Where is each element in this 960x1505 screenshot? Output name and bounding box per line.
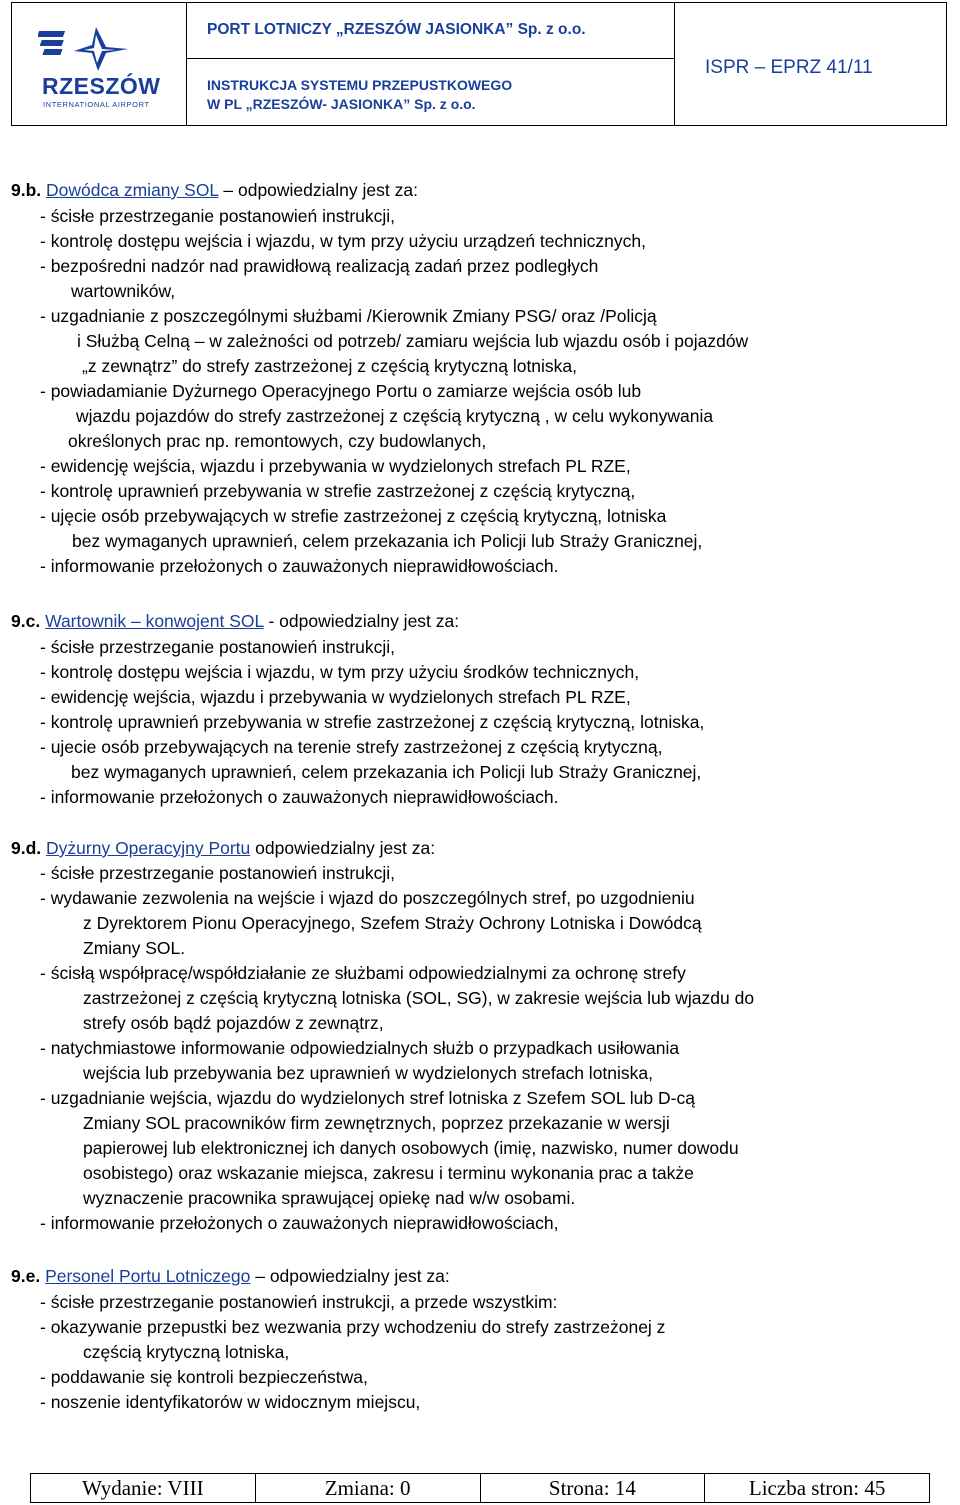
section-heading — [11, 1266, 450, 1286]
section-heading — [11, 611, 459, 631]
list-item: - uzgadnianie z poszczególnymi służbami /Kierownik Zmiany PSG/ oraz /Policją — [40, 306, 657, 326]
list-item-continuation: wejścia lub przebywania bez uprawnień w wydzielonych strefach lotniska, — [83, 1063, 654, 1083]
document-footer — [30, 1473, 930, 1503]
footer-change: Zmiana: 0 — [256, 1474, 481, 1502]
list-item: - powiadamianie Dyżurnego Operacyjnego Portu o zamiarze wejścia osób lub — [40, 381, 642, 401]
list-item: - ścisłe przestrzeganie postanowień instrukcji, — [40, 863, 396, 883]
document-number: ISPR – EPRZ 41/11 — [705, 57, 873, 78]
company-name: PORT LOTNICZY „RZESZÓW JASIONKA” Sp. z o.o. — [207, 21, 586, 38]
logo-text: RZESZÓW — [42, 73, 161, 99]
list-item: - bezpośredni nadzór nad prawidłową realizacją zadań przez podległych — [40, 256, 599, 276]
logo-cell — [12, 3, 187, 125]
list-item-continuation: Zmiany SOL. — [83, 938, 186, 958]
list-item-continuation: wyznaczenie pracownika sprawującej opiekę nad w/w osobami. — [83, 1188, 576, 1208]
list-item-continuation: bez wymaganych uprawnień, celem przekazania ich Policji lub Straży Granicznej, — [72, 531, 703, 551]
list-item-continuation: z Dyrektorem Pionu Operacyjnego, Szefem Straży Ochrony Lotniska i Dowódcą — [83, 913, 702, 933]
list-item-continuation: i Służbą Celną – w zależności od potrzeb/ zamiaru wejścia lub wjazdu osób i pojazdów — [77, 331, 749, 351]
list-item: - natychmiastowe informowanie odpowiedzialnych służb o przypadkach usiłowania — [40, 1038, 680, 1058]
list-item: - noszenie identyfikatorów w widocznym miejscu, — [40, 1392, 421, 1412]
section-heading-rest: - odpowiedzialny jest za: — [263, 611, 460, 631]
list-item: - okazywanie przepustki bez wezwania przy wchodzeniu do strefy zastrzeżonej z — [40, 1317, 666, 1337]
list-item-continuation: wjazdu pojazdów do strefy zastrzeżonej z częścią krytyczną , w celu wykonywania — [76, 406, 714, 426]
section-number: 9.e. — [11, 1266, 41, 1286]
section-title: Dowódca zmiany SOL — [46, 180, 219, 200]
document-header — [11, 2, 947, 126]
list-item: - kontrolę dostępu wejścia i wjazdu, w tym przy użyciu środków technicznych, — [40, 662, 640, 682]
airport-logo-icon — [38, 23, 138, 73]
list-item-continuation: wartowników, — [71, 281, 176, 301]
section-number: 9.c. — [11, 611, 41, 631]
list-item-continuation: Zmiany SOL pracowników firm zewnętrznych, poprzez przekazanie w wersji — [83, 1113, 670, 1133]
list-item: - ewidencję wejścia, wjazdu i przebywania w wydzielonych strefach PL RZE, — [40, 456, 631, 476]
list-item-continuation: zastrzeżonej z częścią krytyczną lotniska (SOL, SG), w zakresie wejścia lub wjazdu do — [83, 988, 755, 1008]
section-heading — [11, 180, 418, 200]
header-middle — [187, 3, 675, 125]
list-item: - ścisłe przestrzeganie postanowień instrukcji, — [40, 637, 396, 657]
section-number: 9.b. — [11, 180, 42, 200]
header-right — [675, 3, 946, 125]
list-item: - uzgadnianie wejścia, wjazdu do wydzielonych stref lotniska z Szefem SOL lub D-cą — [40, 1088, 695, 1108]
footer-page: Strona: 14 — [481, 1474, 706, 1502]
list-item-continuation: częścią krytyczną lotniska, — [83, 1342, 290, 1362]
list-item-continuation: osobistego) oraz wskazanie miejsca, zakresu i terminu wykonania prac a także — [83, 1163, 694, 1183]
list-item: - ewidencję wejścia, wjazdu i przebywania w wydzielonych strefach PL RZE, — [40, 687, 631, 707]
list-item: - ścisłe przestrzeganie postanowień instrukcji, a przede wszystkim: — [40, 1292, 558, 1312]
footer-edition: Wydanie: VIII — [31, 1474, 256, 1502]
list-item-continuation: określonych prac np. remontowych, czy budowlanych, — [68, 431, 487, 451]
list-item: - kontrolę uprawnień przebywania w strefie zastrzeżonej z częścią krytyczną, — [40, 481, 636, 501]
list-item-continuation: papierowej lub elektronicznej ich danych osobowych (imię, nazwisko, numer dowodu — [83, 1138, 739, 1158]
list-item: - ujecie osób przebywających na terenie strefy zastrzeżonej z częścią krytyczną, — [40, 737, 663, 757]
instruction-title-line1: INSTRUKCJA SYSTEMU PRZEPUSTKOWEGO — [207, 77, 513, 93]
list-item: - ścisłą współpracę/współdziałanie ze służbami odpowiedzialnymi za ochronę strefy — [40, 963, 686, 983]
list-item: - informowanie przełożonych o zauważonych nieprawidłowościach. — [40, 787, 559, 807]
logo-subtitle: INTERNATIONAL AIRPORT — [43, 100, 150, 109]
section-title: Dyżurny Operacyjny Portu — [46, 838, 251, 858]
section-title: Wartownik – konwojent SOL — [45, 611, 264, 631]
instruction-title-line2: W PL „RZESZÓW- JASIONKA” Sp. z o.o. — [207, 96, 476, 112]
list-item: - kontrolę uprawnień przebywania w strefie zastrzeżonej z częścią krytyczną, lotniska, — [40, 712, 705, 732]
section-title: Personel Portu Lotniczego — [45, 1266, 251, 1286]
list-item-continuation: „z zewnątrz” do strefy zastrzeżonej z częścią krytyczną lotniska, — [82, 356, 578, 376]
list-item: - kontrolę dostępu wejścia i wjazdu, w tym przy użyciu urządzeń technicznych, — [40, 231, 646, 251]
list-item: - ścisłe przestrzeganie postanowień instrukcji, — [40, 206, 396, 226]
list-item: - informowanie przełożonych o zauważonych nieprawidłowościach. — [40, 556, 559, 576]
section-heading-rest: – odpowiedzialny jest za: — [218, 180, 418, 200]
section-number: 9.d. — [11, 838, 42, 858]
section-heading-rest: – odpowiedzialny jest za: — [250, 1266, 450, 1286]
company-row — [187, 3, 674, 59]
list-item-continuation: strefy osób bądź pojazdów z zewnątrz, — [83, 1013, 384, 1033]
list-item: - informowanie przełożonych o zauważonych nieprawidłowościach, — [40, 1213, 559, 1233]
list-item: - ujęcie osób przebywających w strefie zastrzeżonej z częścią krytyczną, lotniska — [40, 506, 667, 526]
list-item: - wydawanie zezwolenia na wejście i wjazd do poszczególnych stref, po uzgodnieniu — [40, 888, 695, 908]
list-item-continuation: bez wymaganych uprawnień, celem przekazania ich Policji lub Straży Granicznej, — [71, 762, 702, 782]
section-heading — [11, 838, 435, 858]
section-heading-rest: odpowiedzialny jest za: — [250, 838, 436, 858]
footer-page-count: Liczba stron: 45 — [748, 1475, 886, 1500]
list-item: - poddawanie się kontroli bezpieczeństwa, — [40, 1367, 368, 1387]
